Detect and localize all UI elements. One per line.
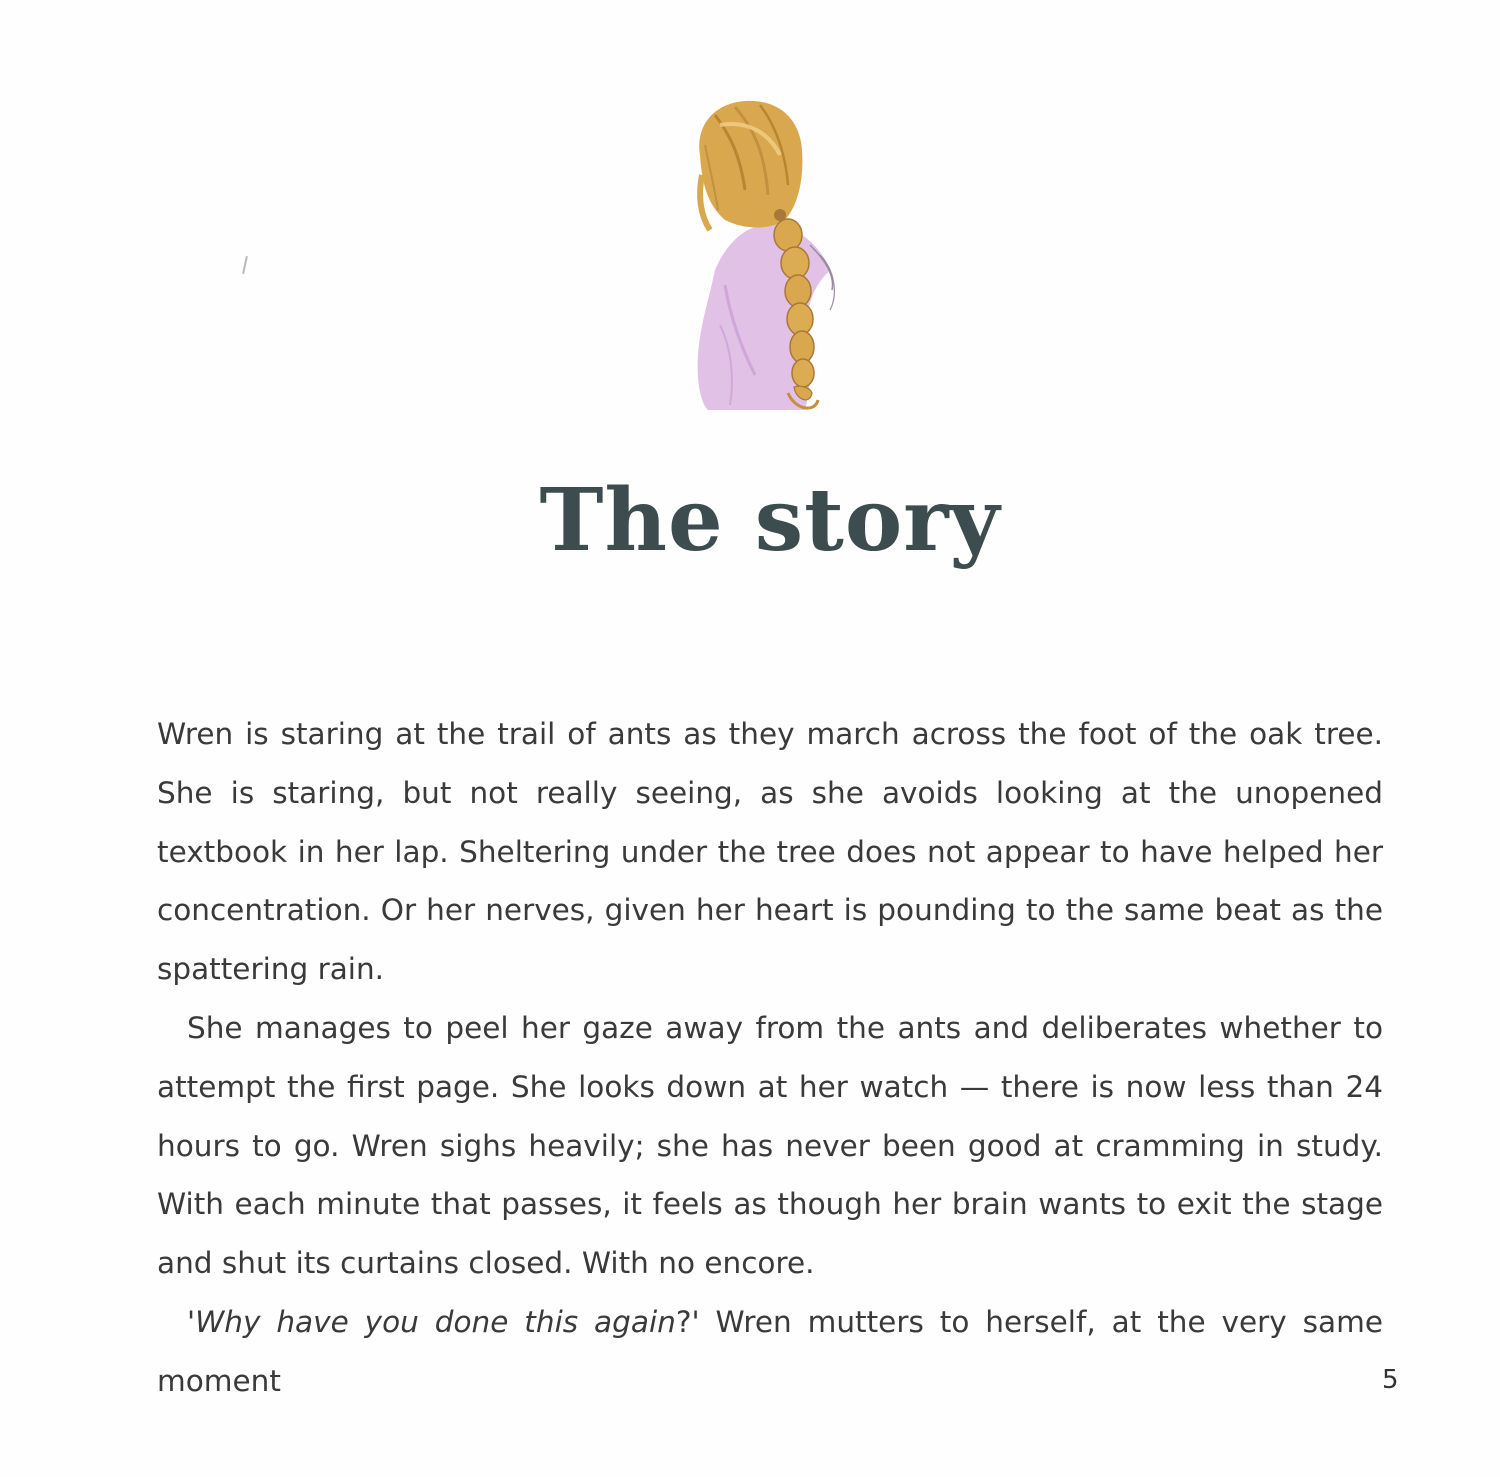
paragraph: Wren is staring at the trail of ants as they march across the foot of the oak tree. She is staring, but not really seeing, as she avoids looking at the unopened textbook in her lap. Sheltering under the tree does not appear to have helped her concentration. Or her nerves, given her heart is pounding to the same beat as the spattering rain.: [157, 717, 1383, 987]
girl-with-braid-illustration: [660, 95, 860, 425]
page-number: 5: [1382, 1365, 1399, 1395]
italic-quote: 'Why have you done this again: [187, 1304, 676, 1339]
paragraph-continuation: ?' Wren mutters to herself, at the very same moment: [157, 1304, 1383, 1398]
story-text: [157, 705, 1383, 1411]
page-title: The story: [539, 470, 1001, 571]
paragraph: [157, 1293, 1383, 1411]
paragraph: She manages to peel her gaze away from the ants and deliberates whether to attempt the first page. She looks down at her watch — there is now less than 24 hours to go. Wren sighs heavily; she has never been good at cramming in study. With each minute that passes, it feels as though her brain wants to exit the stage and shut its curtains closed. With no encore.: [157, 1010, 1383, 1281]
paper-speck: [242, 256, 248, 274]
